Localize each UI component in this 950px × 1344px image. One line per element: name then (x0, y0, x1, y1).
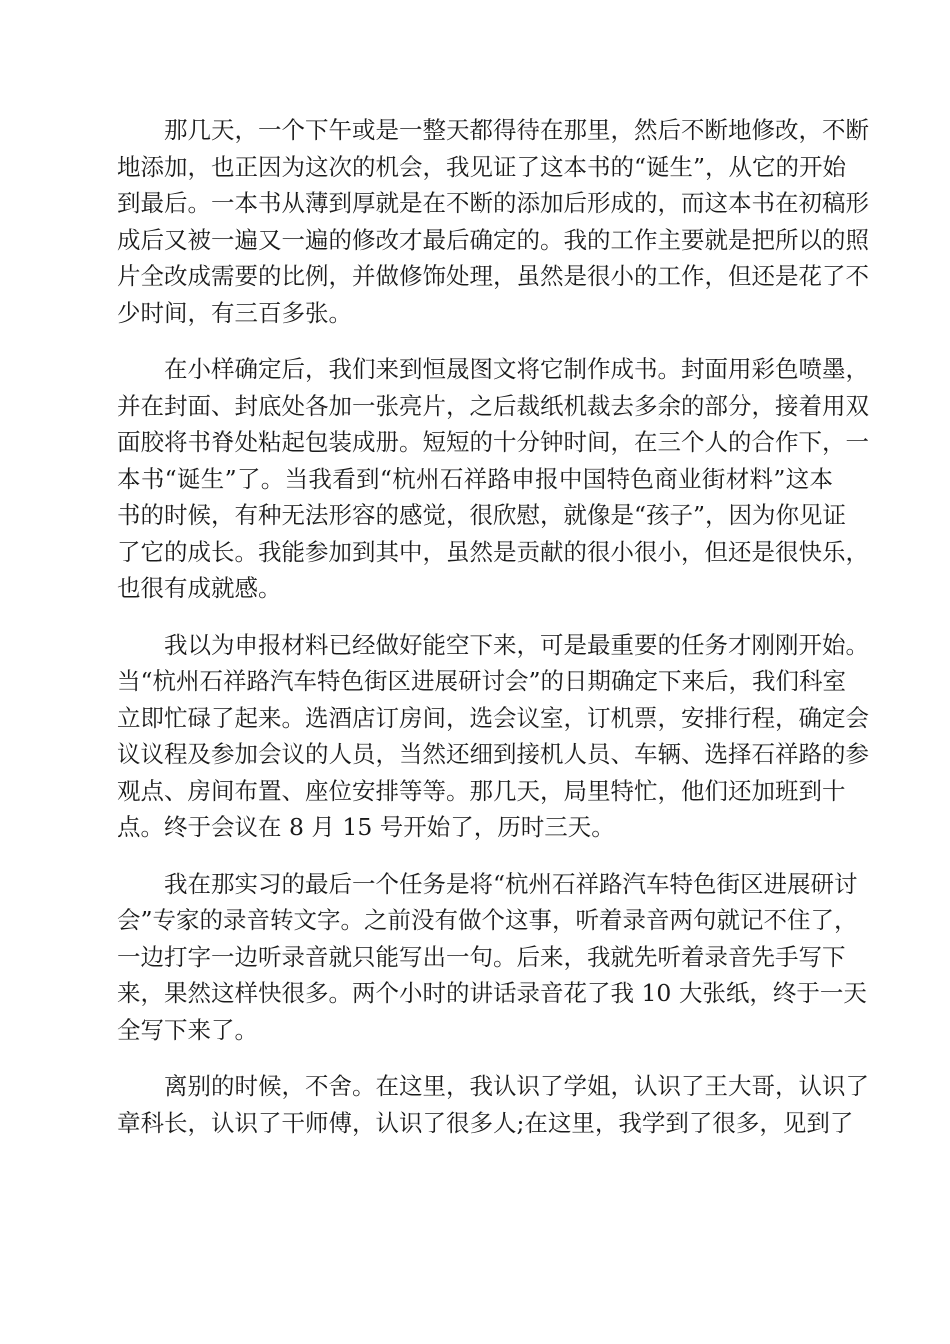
text-line: 我以为申报材料已经做好能空下来，可是最重要的任务才刚刚开始。 (164, 630, 869, 659)
text-line: 当“杭州石祥路汽车特色街区进展研讨会”的日期确定下来后，我们科室 (117, 667, 847, 695)
text-line: 成后又被一遍又一遍的修改才最后确定的。我的工作主要就是把所以的照 (117, 225, 869, 254)
text-line: 会”专家的录音转文字。之前没有做个这事，听着录音两句就记不住了， (117, 906, 858, 934)
text-line: 到最后。一本书从薄到厚就是在不断的添加后形成的，而这本书在初稿形 (117, 189, 869, 217)
text-line: 在小样确定后，我们来到恒晟图文将它制作成书。封面用彩色喷墨， (164, 355, 869, 383)
paragraph (117, 627, 869, 846)
text-line: 本书“诞生”了。当我看到“杭州石祥路申报中国特色商业街材料”这本 (117, 464, 833, 493)
text-line: 地添加，也正因为这次的机会，我见证了这本书的“诞生”，从它的开始 (117, 152, 847, 181)
text-line: 并在封面、封底处各加一张亮片，之后裁纸机裁去多余的部分，接着用双 (117, 391, 869, 420)
paragraph (117, 112, 869, 331)
text-line: 那几天，一个下午或是一整天都得待在那里，然后不断地修改，不断 (164, 116, 869, 144)
text-line: 议议程及参加会议的人员，当然还细到接机人员、车辆、选择石祥路的参 (117, 740, 869, 768)
text-line: 离别的时候，不舍。在这里，我认识了学姐，认识了王大哥，认识了 (164, 1072, 869, 1100)
text-line: 面胶将书脊处粘起包装成册。短短的十分钟时间，在三个人的合作下，一 (117, 428, 869, 456)
text-line: 全写下来了。 (117, 1015, 258, 1044)
text-line: 也很有成就感。 (117, 574, 282, 602)
paragraph (117, 1068, 869, 1141)
text-line: 少时间，有三百多张。 (117, 298, 352, 327)
paragraph (117, 866, 867, 1049)
document-body (117, 112, 869, 1141)
text-line: 一边打字一边听录音就只能写出一句。后来，我就先听着录音先手写下 (117, 942, 846, 971)
text-line: 我在那实习的最后一个任务是将“杭州石祥路汽车特色街区进展研讨 (164, 869, 858, 898)
text-line: 立即忙碌了起来。选酒店订房间，选会议室，订机票，安排行程，确定会 (117, 703, 869, 732)
text-line: 了它的成长。我能参加到其中，虽然是贡献的很小很小，但还是很快乐， (117, 537, 869, 566)
text-line: 书的时候，有种无法形容的感觉，很欣慰，就像是“孩子”，因为你见证 (117, 501, 847, 529)
text-line: 观点、房间布置、座位安排等等。那几天，局里特忙，他们还加班到十 (117, 776, 846, 805)
text-line: 点。终于会议在 8 月 15 号开始了，历时三天。 (117, 813, 615, 841)
text-line: 章科长，认识了干师傅，认识了很多人;在这里，我学到了很多，见到了 (117, 1108, 854, 1137)
paragraph (117, 351, 869, 607)
text-line: 片全改成需要的比例，并做修饰处理，虽然是很小的工作，但还是花了不 (117, 262, 869, 290)
text-line: 来，果然这样快很多。两个小时的讲话录音花了我 10 大张纸，终于一天 (117, 979, 867, 1007)
